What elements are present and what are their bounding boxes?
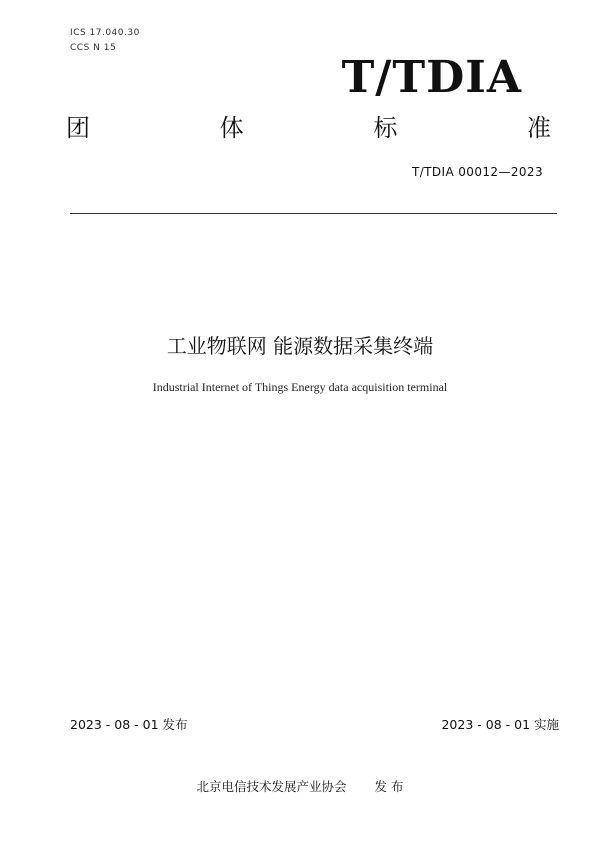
- header-divider: [70, 213, 557, 214]
- standard-type-char: 标: [373, 114, 398, 142]
- publisher-line: [0, 777, 600, 795]
- standard-number: T/TDIA 00012—2023: [411, 165, 543, 179]
- publish-action: 发 布: [374, 779, 404, 794]
- standard-type-char: 体: [219, 114, 244, 142]
- publish-date: 2023 - 08 - 01 发布: [70, 717, 188, 732]
- publisher-name: 北京电信技术发展产业协会: [196, 779, 347, 794]
- standard-type-char: 准: [526, 114, 551, 142]
- document-title-chinese: 工业物联网 能源数据采集终端: [166, 334, 434, 358]
- ccs-code: CCS N 15: [70, 43, 117, 53]
- standard-logo: T/TDIA: [341, 52, 522, 103]
- implement-date: 2023 - 08 - 01 实施: [441, 717, 559, 732]
- standard-type-heading: [66, 114, 551, 143]
- ics-code: ICS 17.040.30: [70, 28, 140, 38]
- standard-type-char: 团: [66, 114, 90, 142]
- document-title-english: Industrial Internet of Things Energy data acquisition terminal: [152, 380, 448, 394]
